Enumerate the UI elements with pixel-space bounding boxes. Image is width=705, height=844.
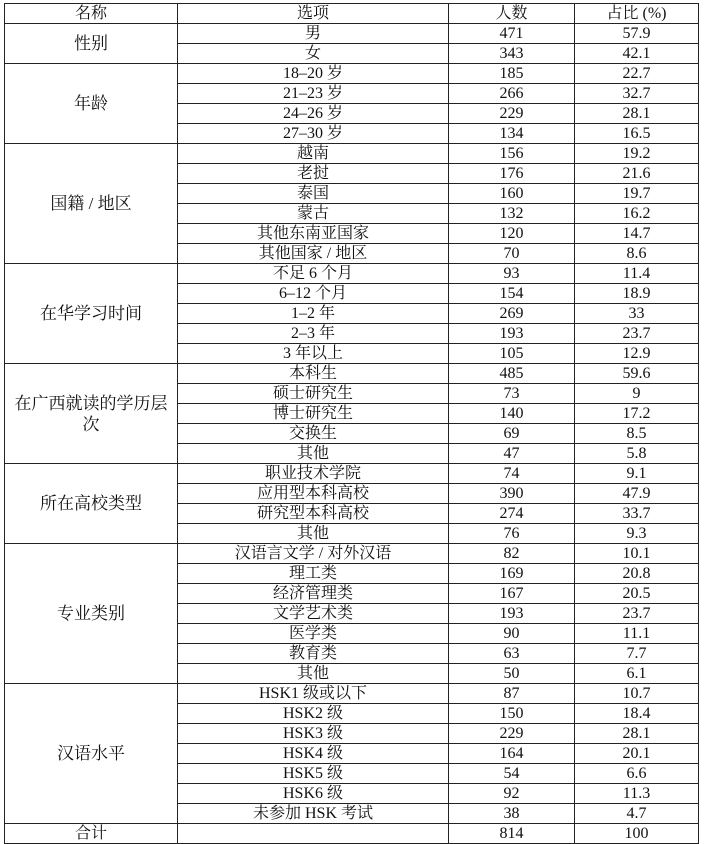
option-cell: 6–12 个月 xyxy=(178,284,449,304)
count-cell: 92 xyxy=(449,784,575,804)
option-cell: 18–20 岁 xyxy=(178,64,449,84)
option-cell: 泰国 xyxy=(178,184,449,204)
table-body xyxy=(5,24,699,824)
percent-cell: 12.9 xyxy=(575,344,699,364)
count-cell: 164 xyxy=(449,744,575,764)
table-row xyxy=(5,64,699,84)
percent-cell: 8.5 xyxy=(575,424,699,444)
percent-cell: 23.7 xyxy=(575,604,699,624)
count-cell: 47 xyxy=(449,444,575,464)
option-cell: 其他 xyxy=(178,524,449,544)
header-percent: 占比 (%) xyxy=(575,4,699,24)
percent-cell: 8.6 xyxy=(575,244,699,264)
count-cell: 269 xyxy=(449,304,575,324)
option-cell: 未参加 HSK 考试 xyxy=(178,804,449,824)
option-cell: 3 年以上 xyxy=(178,344,449,364)
count-cell: 50 xyxy=(449,664,575,684)
option-cell: 其他 xyxy=(178,444,449,464)
percent-cell: 33 xyxy=(575,304,699,324)
header-option: 选项 xyxy=(178,4,449,24)
percent-cell: 18.9 xyxy=(575,284,699,304)
count-cell: 274 xyxy=(449,504,575,524)
count-cell: 63 xyxy=(449,644,575,664)
percent-cell: 57.9 xyxy=(575,24,699,44)
percent-cell: 9 xyxy=(575,384,699,404)
option-cell: 老挝 xyxy=(178,164,449,184)
option-cell: HSK5 级 xyxy=(178,764,449,784)
option-cell: 研究型本科高校 xyxy=(178,504,449,524)
count-cell: 69 xyxy=(449,424,575,444)
count-cell: 485 xyxy=(449,364,575,384)
percent-cell: 16.5 xyxy=(575,124,699,144)
percent-cell: 33.7 xyxy=(575,504,699,524)
count-cell: 120 xyxy=(449,224,575,244)
group-name-cell: 年龄 xyxy=(5,64,178,144)
table-row xyxy=(5,364,699,384)
count-cell: 156 xyxy=(449,144,575,164)
count-cell: 38 xyxy=(449,804,575,824)
count-cell: 93 xyxy=(449,264,575,284)
table-row xyxy=(5,684,699,704)
percent-cell: 47.9 xyxy=(575,484,699,504)
table-row xyxy=(5,24,699,44)
percent-cell: 22.7 xyxy=(575,64,699,84)
percent-cell: 11.3 xyxy=(575,784,699,804)
option-cell: 汉语言文学 / 对外汉语 xyxy=(178,544,449,564)
count-cell: 160 xyxy=(449,184,575,204)
percent-cell: 21.6 xyxy=(575,164,699,184)
count-cell: 167 xyxy=(449,584,575,604)
count-cell: 132 xyxy=(449,204,575,224)
count-cell: 70 xyxy=(449,244,575,264)
count-cell: 73 xyxy=(449,384,575,404)
group-name-cell: 在广西就读的学历层次 xyxy=(5,364,178,464)
percent-cell: 14.7 xyxy=(575,224,699,244)
count-cell: 185 xyxy=(449,64,575,84)
count-cell: 343 xyxy=(449,44,575,64)
option-cell: 文学艺术类 xyxy=(178,604,449,624)
option-cell: 2–3 年 xyxy=(178,324,449,344)
count-cell: 154 xyxy=(449,284,575,304)
percent-cell: 16.2 xyxy=(575,204,699,224)
option-cell: 1–2 年 xyxy=(178,304,449,324)
count-cell: 176 xyxy=(449,164,575,184)
percent-cell: 19.7 xyxy=(575,184,699,204)
count-cell: 193 xyxy=(449,324,575,344)
option-cell: 不足 6 个月 xyxy=(178,264,449,284)
percent-cell: 6.6 xyxy=(575,764,699,784)
percent-cell: 11.4 xyxy=(575,264,699,284)
group-name-cell: 汉语水平 xyxy=(5,684,178,824)
option-cell: HSK1 级或以下 xyxy=(178,684,449,704)
group-name-cell: 所在高校类型 xyxy=(5,464,178,544)
option-cell: 蒙古 xyxy=(178,204,449,224)
option-cell: 教育类 xyxy=(178,644,449,664)
percent-cell: 7.7 xyxy=(575,644,699,664)
option-cell: 24–26 岁 xyxy=(178,104,449,124)
percent-cell: 20.8 xyxy=(575,564,699,584)
count-cell: 390 xyxy=(449,484,575,504)
count-cell: 134 xyxy=(449,124,575,144)
count-cell: 266 xyxy=(449,84,575,104)
percent-cell: 23.7 xyxy=(575,324,699,344)
percent-cell: 4.7 xyxy=(575,804,699,824)
table-row xyxy=(5,144,699,164)
option-cell: HSK4 级 xyxy=(178,744,449,764)
total-count: 814 xyxy=(449,824,575,844)
percent-cell: 6.1 xyxy=(575,664,699,684)
group-name-cell: 在华学习时间 xyxy=(5,264,178,364)
count-cell: 76 xyxy=(449,524,575,544)
header-count: 人数 xyxy=(449,4,575,24)
percent-cell: 19.2 xyxy=(575,144,699,164)
header-name: 名称 xyxy=(5,4,178,24)
option-cell: 经济管理类 xyxy=(178,584,449,604)
option-cell: 医学类 xyxy=(178,624,449,644)
table-row xyxy=(5,264,699,284)
percent-cell: 5.8 xyxy=(575,444,699,464)
count-cell: 471 xyxy=(449,24,575,44)
total-row xyxy=(5,824,699,844)
option-cell: 硕士研究生 xyxy=(178,384,449,404)
option-cell: HSK6 级 xyxy=(178,784,449,804)
count-cell: 54 xyxy=(449,764,575,784)
option-cell: HSK3 级 xyxy=(178,724,449,744)
percent-cell: 10.1 xyxy=(575,544,699,564)
option-cell: 职业技术学院 xyxy=(178,464,449,484)
table-row xyxy=(5,544,699,564)
option-cell: 越南 xyxy=(178,144,449,164)
option-cell: 27–30 岁 xyxy=(178,124,449,144)
percent-cell: 9.3 xyxy=(575,524,699,544)
count-cell: 150 xyxy=(449,704,575,724)
percent-cell: 11.1 xyxy=(575,624,699,644)
group-name-cell: 专业类别 xyxy=(5,544,178,684)
option-cell: 女 xyxy=(178,44,449,64)
count-cell: 229 xyxy=(449,724,575,744)
percent-cell: 17.2 xyxy=(575,404,699,424)
option-cell: 应用型本科高校 xyxy=(178,484,449,504)
total-percent: 100 xyxy=(575,824,699,844)
group-name-cell: 性别 xyxy=(5,24,178,64)
option-cell: 其他东南亚国家 xyxy=(178,224,449,244)
option-cell: 博士研究生 xyxy=(178,404,449,424)
count-cell: 87 xyxy=(449,684,575,704)
percent-cell: 32.7 xyxy=(575,84,699,104)
table-row xyxy=(5,464,699,484)
percent-cell: 18.4 xyxy=(575,704,699,724)
count-cell: 140 xyxy=(449,404,575,424)
count-cell: 169 xyxy=(449,564,575,584)
option-cell: 其他国家 / 地区 xyxy=(178,244,449,264)
count-cell: 82 xyxy=(449,544,575,564)
percent-cell: 28.1 xyxy=(575,724,699,744)
option-cell: HSK2 级 xyxy=(178,704,449,724)
option-cell: 其他 xyxy=(178,664,449,684)
percent-cell: 20.5 xyxy=(575,584,699,604)
option-cell: 理工类 xyxy=(178,564,449,584)
percent-cell: 28.1 xyxy=(575,104,699,124)
option-cell: 男 xyxy=(178,24,449,44)
percent-cell: 59.6 xyxy=(575,364,699,384)
percent-cell: 9.1 xyxy=(575,464,699,484)
count-cell: 193 xyxy=(449,604,575,624)
total-label: 合计 xyxy=(5,824,178,844)
option-cell: 本科生 xyxy=(178,364,449,384)
count-cell: 74 xyxy=(449,464,575,484)
total-option-empty xyxy=(178,824,449,844)
group-name-cell: 国籍 / 地区 xyxy=(5,144,178,264)
table-header-row xyxy=(5,4,699,24)
percent-cell: 10.7 xyxy=(575,684,699,704)
count-cell: 229 xyxy=(449,104,575,124)
percent-cell: 20.1 xyxy=(575,744,699,764)
option-cell: 21–23 岁 xyxy=(178,84,449,104)
count-cell: 90 xyxy=(449,624,575,644)
option-cell: 交换生 xyxy=(178,424,449,444)
percent-cell: 42.1 xyxy=(575,44,699,64)
survey-demographics-table xyxy=(4,3,699,844)
count-cell: 105 xyxy=(449,344,575,364)
